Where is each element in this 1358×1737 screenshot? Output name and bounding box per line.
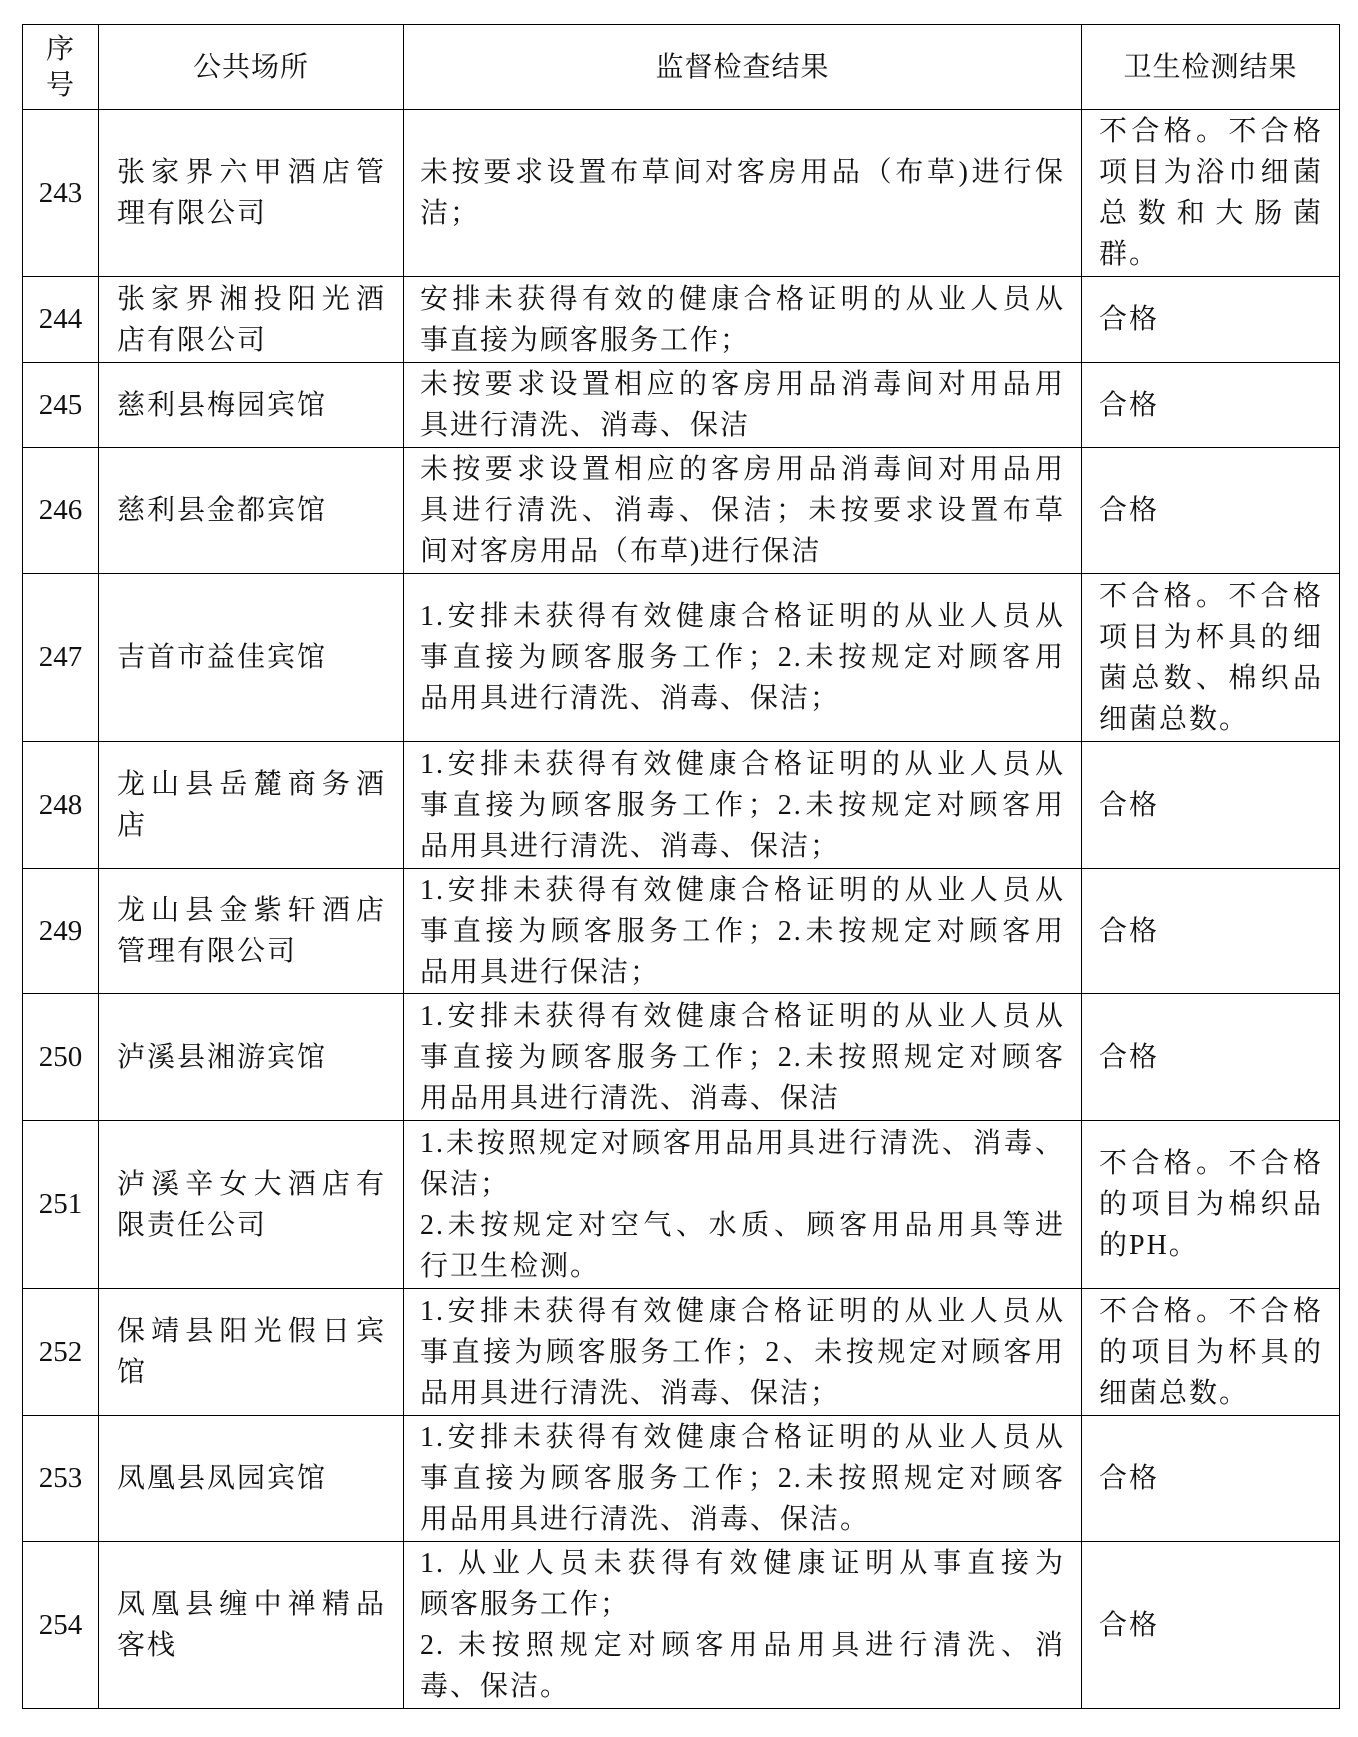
cell-line: 泸溪辛女大酒店有 xyxy=(117,1168,386,1200)
place-cell xyxy=(99,742,404,869)
cell-line: 龙山县金紫轩酒店 xyxy=(117,895,386,926)
header-seq-line: 号 xyxy=(45,68,75,101)
cell-line: 不合格。不合格 xyxy=(1099,1295,1323,1327)
place-cell xyxy=(99,994,404,1121)
hygiene-cell xyxy=(1082,742,1340,869)
place-cell xyxy=(99,448,404,574)
hygiene-cell xyxy=(1082,574,1340,742)
hygiene-cell xyxy=(1082,1289,1340,1416)
place-cell xyxy=(99,869,404,994)
cell-line: 1.安排未获得有效健康合格证明的从业人员从 xyxy=(420,1422,1065,1453)
cell-line: 菌总数、棉织品 xyxy=(1099,662,1323,694)
hygiene-cell xyxy=(1082,1121,1340,1289)
header-place: 公共场所 xyxy=(99,25,404,110)
seq-cell: 250 xyxy=(23,994,99,1121)
table-row xyxy=(23,448,1340,574)
cell-line: 的项目为棉织品 xyxy=(1099,1189,1323,1220)
cell-line: 事直接为顾客服务工作；2、未按规定对顾客用 xyxy=(420,1336,1065,1368)
header-hygiene: 卫生检测结果 xyxy=(1082,25,1340,110)
cell-line: 凤凰县凤园宾馆 xyxy=(117,1463,328,1494)
cell-line: 用品用具进行清洗、消毒、保洁 xyxy=(420,1082,841,1114)
inspection-cell xyxy=(404,1121,1082,1289)
table-row xyxy=(23,574,1340,742)
place-cell xyxy=(99,1416,404,1542)
table-row xyxy=(23,277,1340,363)
hygiene-cell xyxy=(1082,277,1340,363)
inspection-cell xyxy=(404,448,1082,574)
cell-line: 2.未按规定对空气、水质、顾客用品用具等进 xyxy=(420,1209,1065,1241)
inspection-cell xyxy=(404,363,1082,448)
cell-line: 客栈 xyxy=(117,1630,178,1661)
cell-line: 事直接为顾客服务工作；2.未按规定对顾客用 xyxy=(420,915,1065,947)
cell-line: 张家界湘投阳光酒 xyxy=(117,283,386,315)
hygiene-cell xyxy=(1082,448,1340,574)
inspection-cell xyxy=(404,277,1082,363)
hygiene-cell xyxy=(1082,994,1340,1121)
cell-line: 顾客服务工作； xyxy=(420,1589,631,1620)
seq-cell: 245 xyxy=(23,363,99,448)
cell-line: 保靖县阳光假日宾 xyxy=(117,1316,386,1347)
seq-cell: 244 xyxy=(23,277,99,363)
inspection-cell xyxy=(404,994,1082,1121)
cell-line: 2. 未按照规定对顾客用品用具进行清洗、消 xyxy=(420,1630,1065,1661)
inspection-cell xyxy=(404,742,1082,869)
cell-line: 张家界六甲酒店管 xyxy=(117,157,386,188)
hygiene-cell xyxy=(1082,869,1340,994)
cell-line: 1.安排未获得有效健康合格证明的从业人员从 xyxy=(420,601,1065,632)
inspection-cell xyxy=(404,1289,1082,1416)
cell-line: 慈利县梅园宾馆 xyxy=(117,389,328,421)
cell-line: 凤凰县缠中禅精品 xyxy=(117,1589,386,1620)
cell-line: 未按要求设置布草间对客房用品（布草)进行保 xyxy=(420,157,1065,188)
seq-cell: 253 xyxy=(23,1416,99,1542)
cell-line: 店 xyxy=(117,810,148,841)
cell-line: 间对客房用品（布草)进行保洁 xyxy=(420,536,822,567)
header-seq xyxy=(23,25,99,110)
inspection-cell xyxy=(404,869,1082,994)
table-row xyxy=(23,742,1340,869)
table-row xyxy=(23,363,1340,448)
inspection-cell xyxy=(404,110,1082,277)
table-row xyxy=(23,994,1340,1121)
cell-line: 泸溪县湘游宾馆 xyxy=(117,1041,328,1073)
cell-line: 理有限公司 xyxy=(117,198,268,229)
cell-line: 馆 xyxy=(117,1357,148,1388)
place-cell xyxy=(99,277,404,363)
cell-line: 1. 从业人员未获得有效健康证明从事直接为 xyxy=(420,1548,1065,1579)
table-row xyxy=(23,1542,1340,1709)
cell-line: 事直接为顾客服务工作；2.未按照规定对顾客 xyxy=(420,1041,1065,1073)
table-row xyxy=(23,1121,1340,1289)
cell-line: 未按要求设置相应的客房用品消毒间对用品用 xyxy=(420,454,1065,485)
cell-line: 群。 xyxy=(1099,239,1160,270)
cell-line: 慈利县金都宾馆 xyxy=(117,495,328,526)
seq-cell: 247 xyxy=(23,574,99,742)
cell-line: 保洁； xyxy=(420,1168,511,1200)
cell-line: 合格 xyxy=(1099,789,1160,821)
cell-line: 细菌总数。 xyxy=(1099,703,1250,735)
table-body xyxy=(23,110,1340,1709)
cell-line: 用品用具进行清洗、消毒、保洁。 xyxy=(420,1504,871,1535)
cell-line: 品用具进行清洗、消毒、保洁； xyxy=(420,1377,841,1409)
cell-line: 洁； xyxy=(420,198,481,229)
cell-line: 事直接为顾客服务工作；2.未按规定对顾客用 xyxy=(420,642,1065,673)
seq-cell: 246 xyxy=(23,448,99,574)
cell-line: 的项目为杯具的 xyxy=(1099,1336,1323,1368)
inspection-cell xyxy=(404,1416,1082,1542)
inspection-cell xyxy=(404,1542,1082,1709)
seq-cell: 252 xyxy=(23,1289,99,1416)
table-row xyxy=(23,869,1340,994)
cell-line: 合格 xyxy=(1099,495,1160,526)
cell-line: 1.未按照规定对顾客用品用具进行清洗、消毒、 xyxy=(420,1127,1065,1159)
place-cell xyxy=(99,1121,404,1289)
cell-line: 店有限公司 xyxy=(117,324,268,356)
cell-line: 合格 xyxy=(1099,915,1160,947)
place-cell xyxy=(99,1542,404,1709)
cell-line: 具进行清洗、消毒、保洁；未按要求设置布草 xyxy=(420,495,1065,526)
cell-line: 未按要求设置相应的客房用品消毒间对用品用 xyxy=(420,369,1065,400)
cell-line: 事直接为顾客服务工作；2.未按规定对顾客用 xyxy=(420,789,1065,821)
cell-line: 1.安排未获得有效健康合格证明的从业人员从 xyxy=(420,1000,1065,1032)
table-row xyxy=(23,110,1340,277)
cell-line: 合格 xyxy=(1099,304,1160,335)
table-header xyxy=(23,25,1340,110)
hygiene-cell xyxy=(1082,1542,1340,1709)
cell-line: 合格 xyxy=(1099,389,1160,421)
cell-line: 龙山县岳麓商务酒 xyxy=(117,769,386,800)
cell-line: 不合格。不合格 xyxy=(1099,116,1323,147)
cell-line: 吉首市益佳宾馆 xyxy=(117,642,328,673)
cell-line: 细菌总数。 xyxy=(1099,1377,1250,1409)
cell-line: 毒、保洁。 xyxy=(420,1671,571,1702)
header-row xyxy=(23,25,1340,110)
cell-line: 管理有限公司 xyxy=(117,936,298,967)
cell-line: 行卫生检测。 xyxy=(420,1250,601,1282)
inspection-results-table xyxy=(22,24,1340,1709)
table-row xyxy=(23,1416,1340,1542)
cell-line: 安排未获得有效的健康合格证明的从业人员从 xyxy=(420,283,1065,315)
cell-line: 品用具进行清洗、消毒、保洁； xyxy=(420,683,841,714)
seq-cell: 243 xyxy=(23,110,99,277)
place-cell xyxy=(99,574,404,742)
hygiene-cell xyxy=(1082,1416,1340,1542)
cell-line: 事直接为顾客服务工作；2.未按照规定对顾客 xyxy=(420,1463,1065,1494)
place-cell xyxy=(99,110,404,277)
cell-line: 1.安排未获得有效健康合格证明的从业人员从 xyxy=(420,874,1065,906)
seq-cell: 251 xyxy=(23,1121,99,1289)
hygiene-cell xyxy=(1082,110,1340,277)
cell-line: 1.安排未获得有效健康合格证明的从业人员从 xyxy=(420,1295,1065,1327)
cell-line: 不合格。不合格 xyxy=(1099,1148,1323,1179)
cell-line: 品用具进行保洁； xyxy=(420,956,661,988)
cell-line: 项目为浴巾细菌 xyxy=(1099,157,1323,188)
cell-line: 限责任公司 xyxy=(117,1209,268,1241)
table-row xyxy=(23,1289,1340,1416)
header-inspection: 监督检查结果 xyxy=(404,25,1082,110)
seq-cell: 254 xyxy=(23,1542,99,1709)
place-cell xyxy=(99,363,404,448)
seq-cell: 249 xyxy=(23,869,99,994)
cell-line: 事直接为顾客服务工作； xyxy=(420,324,751,356)
cell-line: 合格 xyxy=(1099,1609,1160,1641)
cell-line: 合格 xyxy=(1099,1463,1160,1494)
header-seq-line: 序 xyxy=(45,32,75,65)
cell-line: 总数和大肠菌 xyxy=(1099,198,1323,229)
cell-line: 品用具进行清洗、消毒、保洁； xyxy=(420,830,841,862)
hygiene-cell xyxy=(1082,363,1340,448)
cell-line: 合格 xyxy=(1099,1041,1160,1073)
place-cell xyxy=(99,1289,404,1416)
cell-line: 项目为杯具的细 xyxy=(1099,621,1323,653)
seq-cell: 248 xyxy=(23,742,99,869)
cell-line: 具进行清洗、消毒、保洁 xyxy=(420,410,751,441)
cell-line: 不合格。不合格 xyxy=(1099,580,1323,612)
cell-line: 的PH。 xyxy=(1099,1230,1199,1261)
cell-line: 1.安排未获得有效健康合格证明的从业人员从 xyxy=(420,748,1065,780)
inspection-cell xyxy=(404,574,1082,742)
